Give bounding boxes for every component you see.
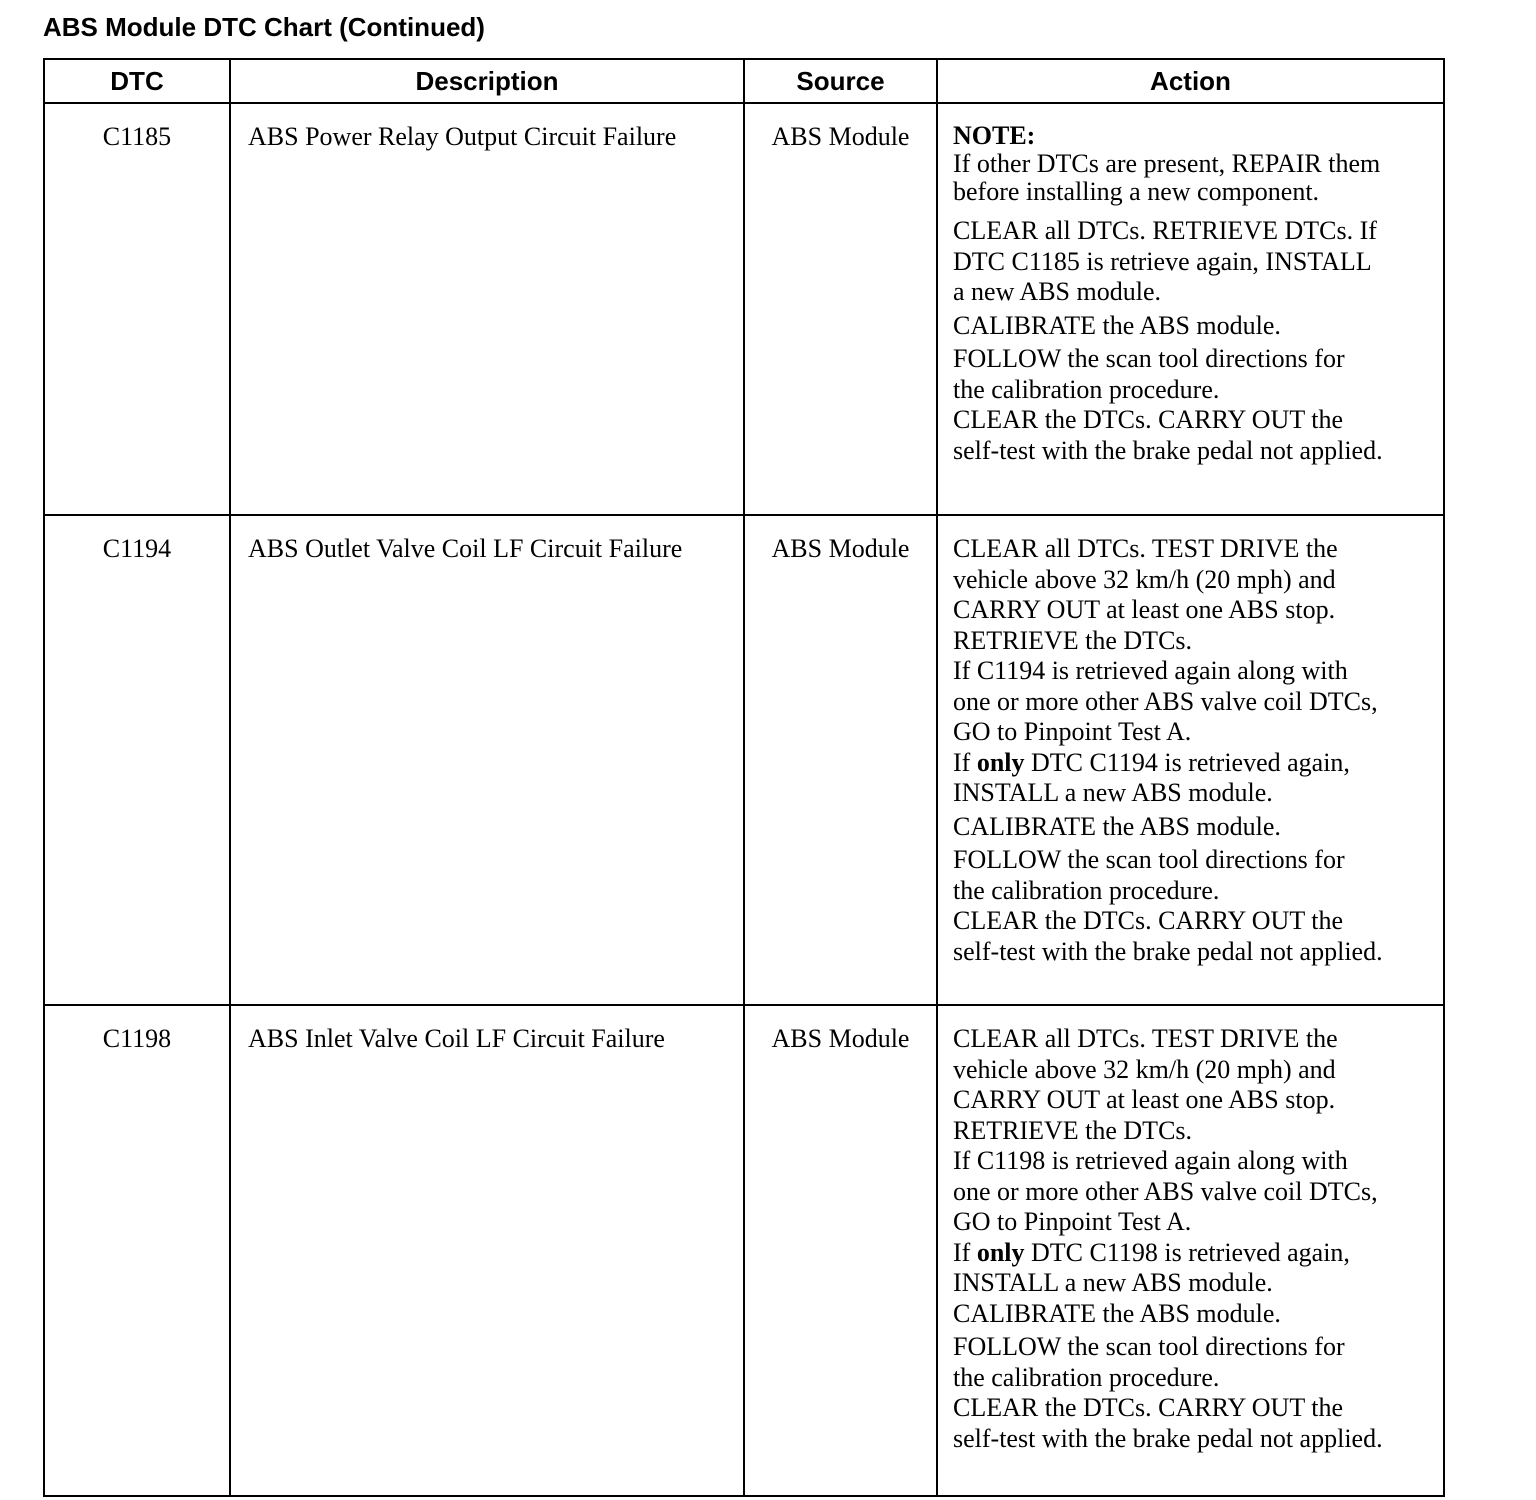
action-line: FOLLOW the scan tool directions for <box>953 1332 1345 1361</box>
action-line: INSTALL a new ABS module. <box>953 1268 1273 1297</box>
action-line: GO to Pinpoint Test A. <box>953 1207 1192 1236</box>
action-line: If C1198 is retrieved again along with <box>953 1146 1348 1175</box>
action-line: GO to Pinpoint Test A. <box>953 717 1192 746</box>
action-line: If C1194 is retrieved again along with <box>953 656 1348 685</box>
dtc-code-cell: C1185 <box>44 103 230 515</box>
source-cell: ABS Module <box>744 103 937 515</box>
action-line: INSTALL a new ABS module. <box>953 778 1273 807</box>
table-header-row <box>44 59 1444 103</box>
action-line: CLEAR the DTCs. CARRY OUT the <box>953 1393 1344 1422</box>
action-line: CALIBRATE the ABS module. <box>953 1298 1281 1328</box>
action-line: FOLLOW the scan tool directions for <box>953 344 1345 373</box>
action-line: vehicle above 32 km/h (20 mph) and <box>953 1054 1336 1084</box>
action-line: vehicle above 32 km/h (20 mph) and <box>953 564 1336 594</box>
only-emphasis: only <box>976 1237 1025 1267</box>
note-label: NOTE: <box>953 121 1036 150</box>
only-prefix: If <box>953 1237 977 1267</box>
column-header-description: Description <box>230 59 744 103</box>
column-header-source: Source <box>744 59 937 103</box>
action-cell <box>937 515 1444 1005</box>
action-line: CLEAR the DTCs. CARRY OUT the <box>953 405 1344 434</box>
only-suffix: DTC C1198 is retrieved again, <box>1024 1237 1350 1267</box>
action-line: RETRIEVE the DTCs. <box>953 1115 1193 1145</box>
description-cell: ABS Power Relay Output Circuit Failure <box>230 103 744 515</box>
source-cell: ABS Module <box>744 515 937 1005</box>
action-line: CLEAR all DTCs. TEST DRIVE the <box>953 534 1338 563</box>
table-row <box>44 515 1444 1005</box>
action-line: CARRY OUT at least one ABS stop. <box>953 595 1336 624</box>
action-cell <box>937 1005 1444 1496</box>
action-line: CALIBRATE the ABS module. <box>953 310 1281 340</box>
dtc-chart-table <box>43 58 1445 1497</box>
action-line: the calibration procedure. <box>953 875 1220 905</box>
action-line: self-test with the brake pedal not applied. <box>953 435 1383 465</box>
action-line: CLEAR all DTCs. RETRIEVE DTCs. If <box>953 216 1377 245</box>
dtc-code-cell: C1198 <box>44 1005 230 1496</box>
action-line: CALIBRATE the ABS module. <box>953 811 1281 841</box>
description-cell: ABS Inlet Valve Coil LF Circuit Failure <box>230 1005 744 1496</box>
action-line: one or more other ABS valve coil DTCs, <box>953 1176 1378 1206</box>
action-line: DTC C1185 is retrieve again, INSTALL <box>953 246 1372 276</box>
action-line: self-test with the brake pedal not applied. <box>953 1423 1383 1453</box>
action-line: CLEAR all DTCs. TEST DRIVE the <box>953 1024 1338 1053</box>
page-title: ABS Module DTC Chart (Continued) <box>43 12 485 42</box>
action-line: self-test with the brake pedal not applied. <box>953 936 1383 966</box>
column-header-dtc: DTC <box>44 59 230 103</box>
action-line-only <box>953 1238 1435 1269</box>
note-text: If other DTCs are present, REPAIR them before installing a new component. <box>953 149 1381 206</box>
column-header-action: Action <box>937 59 1444 103</box>
action-line: one or more other ABS valve coil DTCs, <box>953 686 1378 716</box>
action-line-only <box>953 748 1435 779</box>
action-line: the calibration procedure. <box>953 1362 1220 1392</box>
table-row <box>44 1005 1444 1496</box>
only-prefix: If <box>953 747 977 777</box>
action-cell <box>937 103 1444 515</box>
action-line: FOLLOW the scan tool directions for <box>953 845 1345 874</box>
description-cell: ABS Outlet Valve Coil LF Circuit Failure <box>230 515 744 1005</box>
only-suffix: DTC C1194 is retrieved again, <box>1024 747 1350 777</box>
action-line: RETRIEVE the DTCs. <box>953 625 1193 655</box>
action-line: the calibration procedure. <box>953 374 1220 404</box>
source-cell: ABS Module <box>744 1005 937 1496</box>
only-emphasis: only <box>976 747 1025 777</box>
table-row <box>44 103 1444 515</box>
action-line: CARRY OUT at least one ABS stop. <box>953 1085 1336 1114</box>
action-line: a new ABS module. <box>953 277 1161 306</box>
action-line: CLEAR the DTCs. CARRY OUT the <box>953 906 1344 935</box>
dtc-code-cell: C1194 <box>44 515 230 1005</box>
